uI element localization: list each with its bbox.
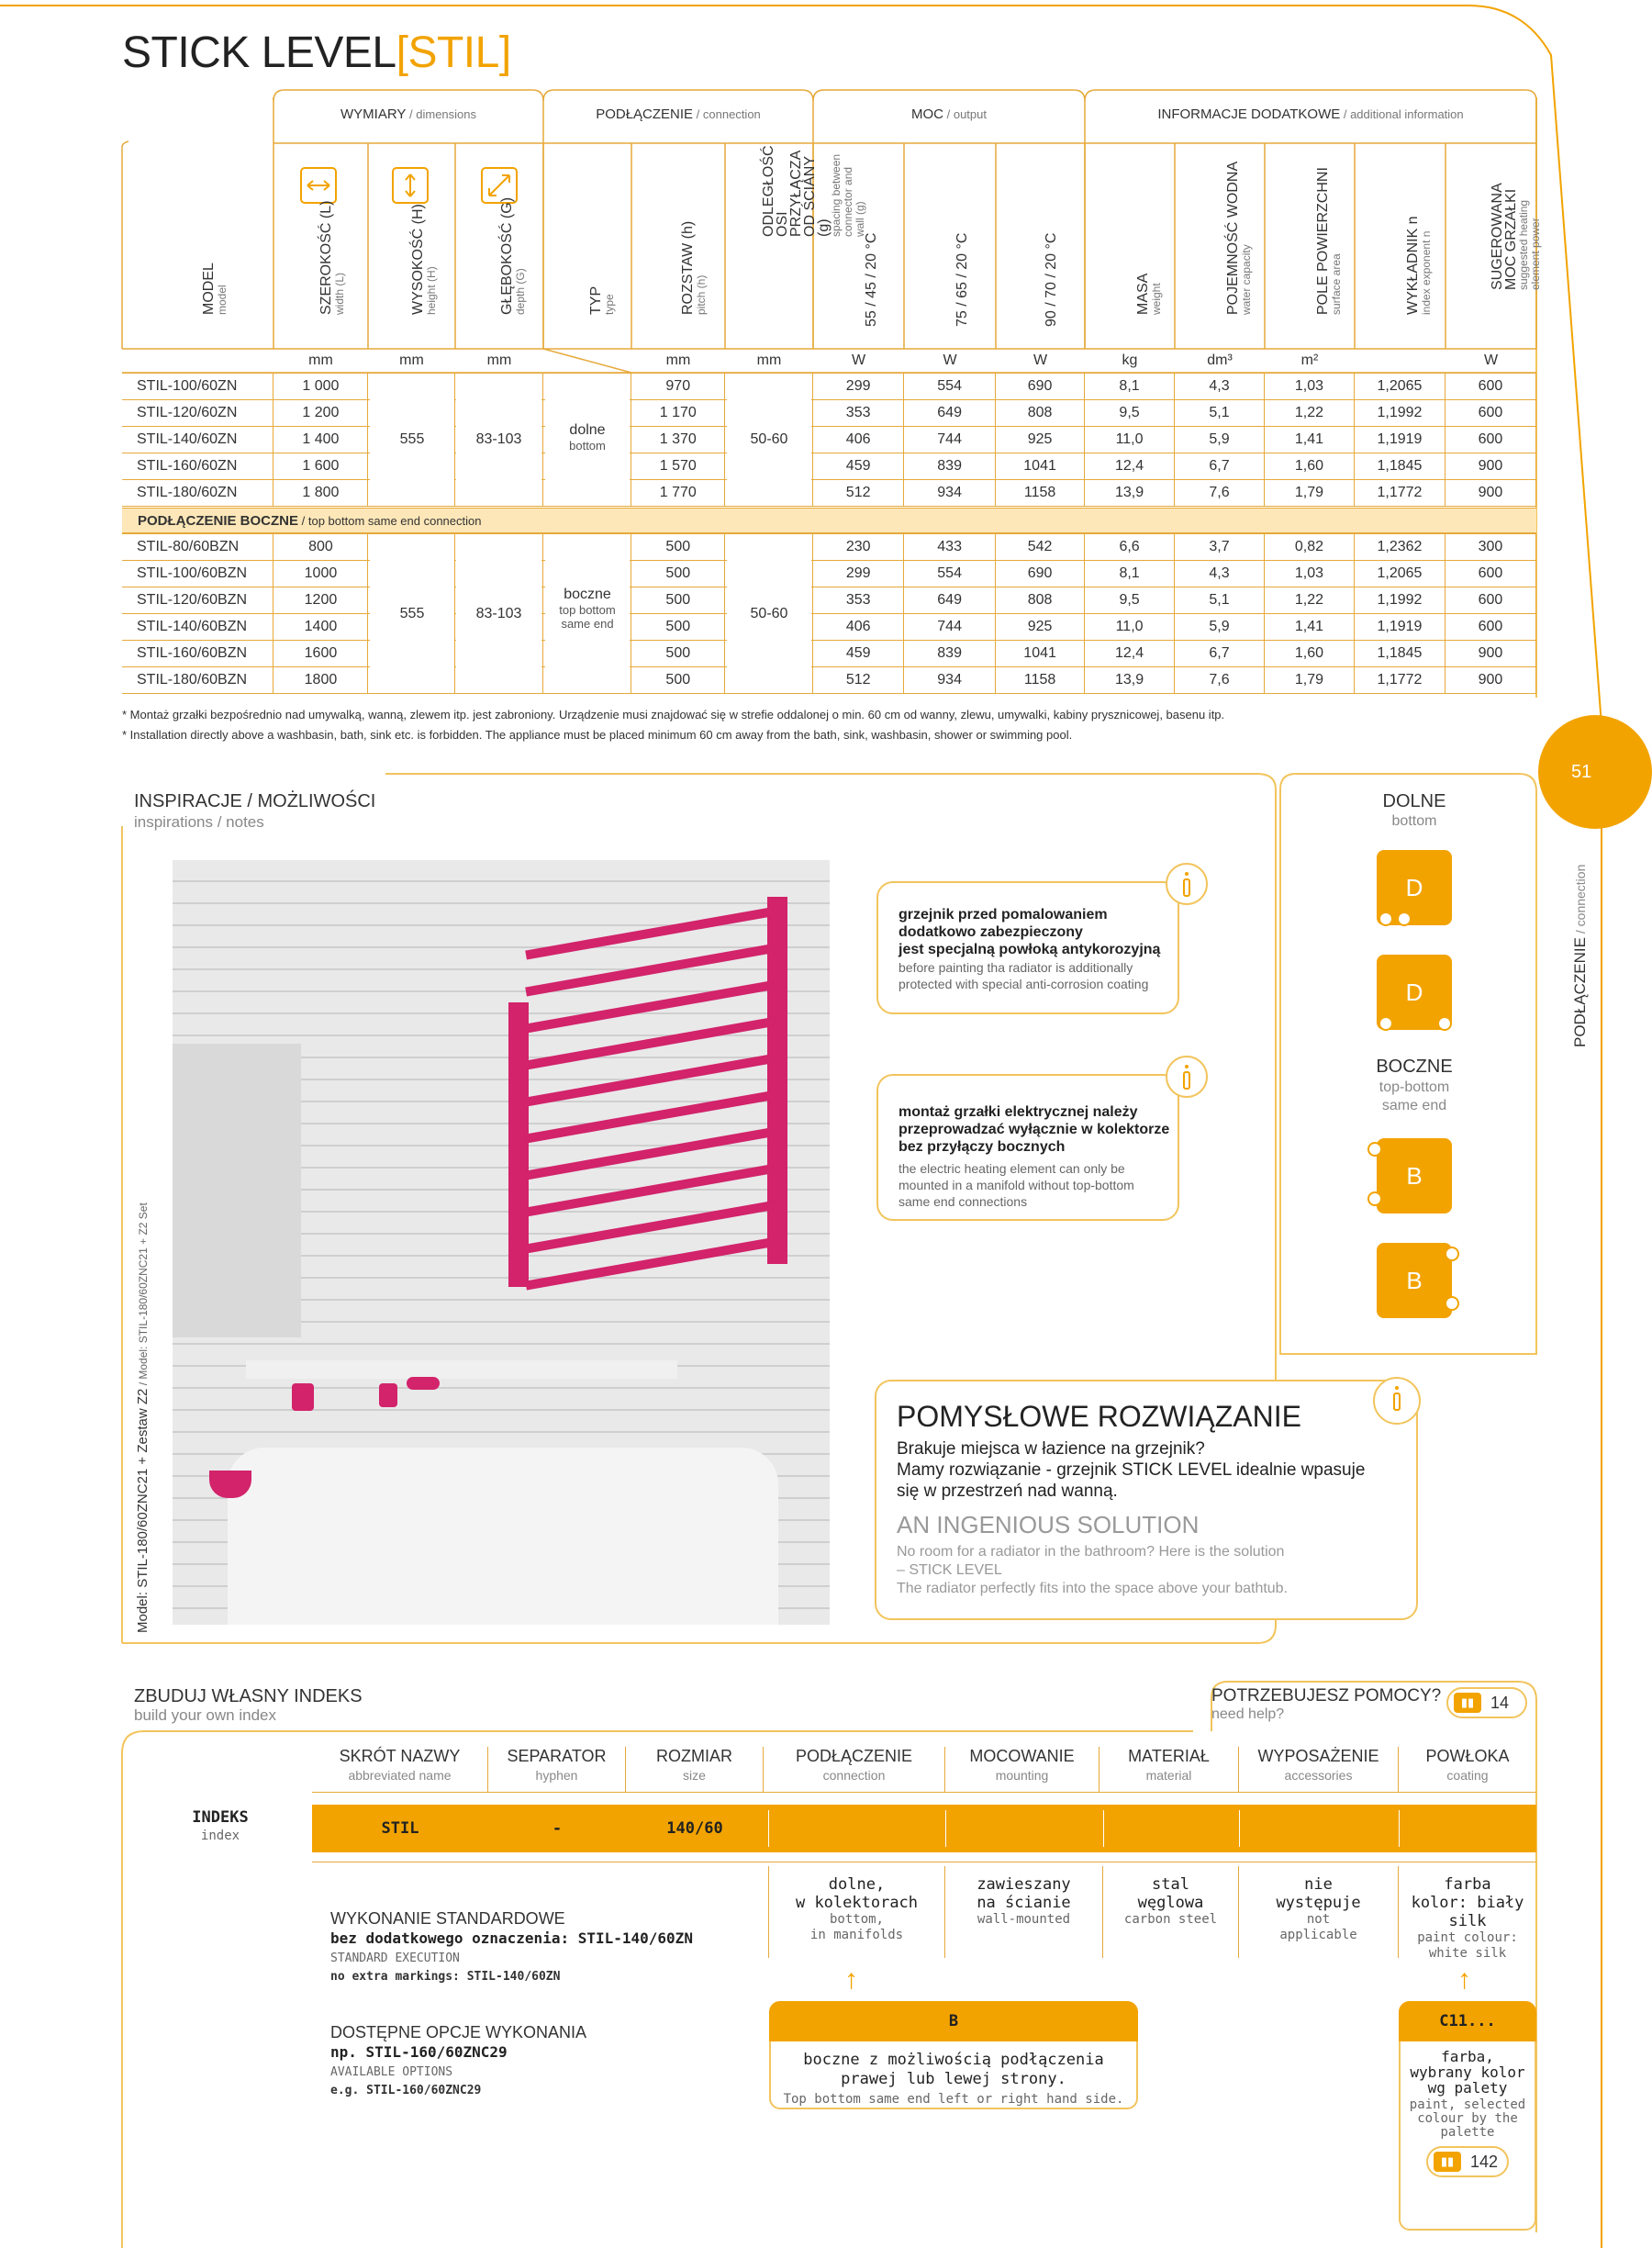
table-cell: 900 (1445, 453, 1535, 480)
table-cell: 11,0 (1085, 427, 1175, 453)
std-code-en: no extra markings: STIL-140/60ZN (330, 1970, 561, 1984)
table-cell: 1,1772 (1354, 667, 1445, 694)
table-cell: 1400 (273, 614, 368, 641)
table-cell: 1200 (273, 587, 368, 614)
table-cell: 1 600 (273, 453, 368, 480)
merged-type-b: boczne top bottom same end (545, 536, 630, 692)
insp-subtitle: inspirations / notes (134, 813, 264, 831)
table-cell: STIL-120/60ZN (122, 400, 273, 427)
table-cell: 839 (904, 453, 996, 480)
opt-material-default: stal węglowa carbon steel (1103, 1866, 1239, 1958)
spec-table-bottom (122, 373, 1536, 507)
page-number: 51 (1538, 715, 1652, 829)
opt-accessories-default: nie występuje not applicable (1239, 1866, 1399, 1958)
col-surface: POLE POWIERZCHNI surface area (1315, 167, 1343, 315)
table-cell: 1041 (996, 641, 1085, 667)
table-cell: 900 (1445, 667, 1535, 694)
option-c-text: farba, wybrany kolor wg palety (1410, 2048, 1525, 2097)
table-cell: 299 (813, 374, 904, 400)
ingenious-solution-box (875, 1380, 1418, 1620)
table-cell: 1,1919 (1354, 614, 1445, 641)
ix-head-material: MATERIAŁ material (1099, 1747, 1239, 1793)
index-title: ZBUDUJ WŁASNY INDEKS (134, 1686, 363, 1706)
std-title: WYKONANIE STANDARDOWE (330, 1909, 565, 1928)
merged-height-a: 555 (370, 375, 454, 504)
group-additional: INFORMACJE DODATKOWE / additional information (1157, 106, 1464, 122)
table-cell: 808 (996, 587, 1085, 614)
col-exponent: WYKŁADNIK n index exponent n (1405, 216, 1433, 315)
arrow-up-icon: ↑ (1457, 1964, 1471, 1995)
table-cell: 8,1 (1085, 374, 1175, 400)
opt-example-en: e.g. STIL-160/60ZNC29 (330, 2084, 482, 2097)
table-cell: 970 (631, 374, 725, 400)
conn-d-diagram: D (1377, 850, 1452, 925)
table-cell: 4,3 (1175, 374, 1265, 400)
table-cell: 500 (631, 561, 725, 587)
table-cell: STIL-180/60BZN (122, 667, 273, 694)
col-weight: MASA weight (1135, 273, 1163, 315)
help-title: POTRZEBUJESZ POMOCY? (1211, 1686, 1442, 1706)
col-spacing: ODLEGŁOŚĆ OSI PRZYŁĄCZA OD ŚCIANY (g) spacing between connector and wall (g) (761, 145, 866, 237)
index-divider (1399, 1810, 1400, 1847)
table-cell: 1 770 (631, 480, 725, 507)
table-cell: STIL-100/60ZN (122, 374, 273, 400)
table-cell: 1158 (996, 667, 1085, 694)
ix-head-mounting: MOCOWANIE mounting (945, 1747, 1099, 1793)
index-subtitle: build your own index (134, 1706, 276, 1724)
conn-side-sub: top-bottom same end (1379, 1079, 1450, 1113)
table-cell: 7,6 (1175, 667, 1265, 694)
conn-bottom-sub: bottom (1391, 813, 1437, 829)
merged-spacing-b: 50-60 (727, 536, 811, 692)
merged-depth-b: 83-103 (456, 536, 541, 692)
option-b-text: boczne z możliwością podłączenia prawej lub lewej strony. (803, 2051, 1104, 2088)
table-row (122, 480, 1536, 507)
col-output-75: 75 / 65 / 20 °C (954, 232, 970, 327)
table-cell: 1,03 (1265, 561, 1355, 587)
table-cell: STIL-120/60BZN (122, 587, 273, 614)
table-cell: 1,2065 (1354, 374, 1445, 400)
table-cell: 9,5 (1085, 400, 1175, 427)
merged-spacing-a: 50-60 (727, 375, 811, 504)
table-cell: 6,6 (1085, 534, 1175, 561)
table-cell: 500 (631, 667, 725, 694)
table-cell: 512 (813, 667, 904, 694)
index-divider (768, 1810, 769, 1847)
table-row (122, 374, 1536, 400)
unit-output-75: W (943, 352, 957, 368)
product-photo (173, 860, 830, 1625)
conn-port-icon (1437, 1016, 1452, 1031)
merged-height-b: 555 (370, 536, 454, 692)
arrow-up-icon: ↑ (844, 1964, 858, 1995)
table-cell: 3,7 (1175, 534, 1265, 561)
table-cell: 839 (904, 641, 996, 667)
table-cell: 1,1772 (1354, 480, 1445, 507)
opt-mounting-default: zawieszany na ścianie wall-mounted (945, 1866, 1103, 1958)
table-cell: 554 (904, 561, 996, 587)
table-cell: 1 570 (631, 453, 725, 480)
table-cell: 1 400 (273, 427, 368, 453)
table-cell: 406 (813, 614, 904, 641)
table-row (122, 614, 1536, 641)
conn-b-diagram: B (1377, 1243, 1452, 1318)
opt-coating-default: farba kolor: biały silk paint colour: white silk (1411, 1875, 1524, 1961)
table-cell: 9,5 (1085, 587, 1175, 614)
index-label-sub: index (200, 1829, 240, 1843)
palette-page-link[interactable]: ▮▮ 142 (1426, 2146, 1509, 2177)
table-cell: 7,6 (1175, 480, 1265, 507)
table-cell: 1,1992 (1354, 400, 1445, 427)
table-cell: 1 170 (631, 400, 725, 427)
unit-height: mm (399, 352, 424, 368)
conn-port-icon (1367, 1142, 1382, 1157)
std-title-en: STANDARD EXECUTION (330, 1952, 460, 1965)
table-cell: 925 (996, 614, 1085, 641)
unit-width: mm (308, 352, 333, 368)
table-cell: 600 (1445, 614, 1535, 641)
page-title: STICK LEVEL[STIL] (122, 28, 511, 77)
table-cell: 1158 (996, 480, 1085, 507)
option-b-text-en: Top bottom same end left or right hand side. (783, 2092, 1124, 2107)
col-width: SZEROKOŚĆ (L) width (L) (318, 200, 346, 315)
table-cell: 230 (813, 534, 904, 561)
info-icon (1373, 1377, 1421, 1425)
table-cell: STIL-140/60ZN (122, 427, 273, 453)
spec-table-side (122, 533, 1536, 694)
table-row (122, 561, 1536, 587)
table-cell: 5,9 (1175, 427, 1265, 453)
table-cell: 1600 (273, 641, 368, 667)
merged-depth-a: 83-103 (456, 375, 541, 504)
insp-title: INSPIRACJE / MOŻLIWOŚCI (134, 791, 376, 811)
info-icon (1166, 1056, 1208, 1098)
table-cell: 1,1845 (1354, 641, 1445, 667)
unit-depth: mm (486, 352, 512, 368)
table-row (122, 453, 1536, 480)
table-cell: 353 (813, 400, 904, 427)
table-cell: 1 800 (273, 480, 368, 507)
table-cell: 1,22 (1265, 587, 1355, 614)
unit-weight: kg (1122, 352, 1138, 368)
conn-port-icon (1445, 1247, 1459, 1261)
col-output-90: 90 / 70 / 20 °C (1044, 232, 1059, 327)
footnote-pl: * Montaż grzałki bezpośrednio nad umywalką, wanną, zlewem itp. jest zabroniony. Urządzenie musi znajdować się w strefie oddalonej o min. 60 cm od wanny, zlewu, umywalki, kabiny prysznicowej, basenu itp. (122, 708, 1225, 721)
table-cell: 1,41 (1265, 614, 1355, 641)
table-cell: 500 (631, 641, 725, 667)
index-divider (1239, 1810, 1240, 1847)
table-cell: 600 (1445, 374, 1535, 400)
table-cell: 299 (813, 561, 904, 587)
table-cell: STIL-160/60BZN (122, 641, 273, 667)
table-cell: 1,2362 (1354, 534, 1445, 561)
table-cell: 934 (904, 667, 996, 694)
index-label: INDEKS (192, 1808, 249, 1827)
conn-port-icon (1379, 912, 1393, 926)
opt-title-en: AVAILABLE OPTIONS (330, 2065, 453, 2079)
table-cell: 900 (1445, 480, 1535, 507)
table-cell: 6,7 (1175, 641, 1265, 667)
table-cell: 459 (813, 453, 904, 480)
table-cell: 5,9 (1175, 614, 1265, 641)
index-divider (945, 1810, 946, 1847)
ix-head-coating: POWŁOKA coating (1425, 1747, 1510, 1783)
table-cell: 690 (996, 561, 1085, 587)
unit-output-55: W (851, 352, 866, 368)
conn-d-diagram: D (1377, 955, 1452, 1030)
table-cell: 744 (904, 427, 996, 453)
table-cell: STIL-100/60BZN (122, 561, 273, 587)
table-cell: 554 (904, 374, 996, 400)
conn-side-title: BOCZNE (1376, 1057, 1453, 1077)
index-divider (1103, 1810, 1104, 1847)
table-cell: STIL-140/60BZN (122, 614, 273, 641)
table-cell: 353 (813, 587, 904, 614)
table-cell: 600 (1445, 427, 1535, 453)
help-subtitle: need help? (1211, 1706, 1285, 1722)
table-cell: 808 (996, 400, 1085, 427)
note-anticorrosion: grzejnik przed pomalowaniem dodatkowo zabezpieczony jest specjalną powłoką antykorozyjną before painting tha radiator is additionally protected with special anti-corrosion coating (876, 881, 1179, 1014)
table-cell: 4,3 (1175, 561, 1265, 587)
table-cell: 1,60 (1264, 453, 1354, 480)
conn-port-icon (1445, 1296, 1459, 1311)
col-output-55: 55 / 45 / 20 °C (864, 232, 879, 327)
table-cell: 1,2065 (1354, 561, 1445, 587)
table-cell: 1000 (273, 561, 368, 587)
ingenious-text-en: No room for a radiator in the bathroom? Here is the solution – STICK LEVEL The radiator perfectly fits into the space above your bathtub. (897, 1544, 1289, 1596)
table-cell: 542 (996, 534, 1085, 561)
table-cell: 6,7 (1175, 453, 1265, 480)
table-cell: 300 (1445, 534, 1535, 561)
col-heater-power: SUGEROWANA MOC GRZAŁKI suggested heating element power (1490, 183, 1542, 290)
book-icon: ▮▮ (1454, 1693, 1481, 1713)
conn-b-diagram: B (1377, 1138, 1452, 1213)
table-cell: 1800 (273, 667, 368, 694)
table-cell: 900 (1445, 641, 1535, 667)
group-connection: PODŁĄCZENIE / connection (596, 106, 761, 122)
col-depth: GŁĘBOKOŚĆ (G) depth (G) (499, 196, 527, 315)
ix-head-connection: PODŁĄCZENIE connection (764, 1747, 945, 1793)
table-row (122, 667, 1536, 694)
table-cell: 1,79 (1265, 667, 1355, 694)
table-cell: 690 (996, 374, 1085, 400)
table-cell: 600 (1445, 561, 1535, 587)
index-value-name: STIL (381, 1819, 419, 1838)
table-cell: 649 (904, 587, 996, 614)
table-cell: 8,1 (1085, 561, 1175, 587)
group-output: MOC / output (911, 106, 987, 122)
conn-port-icon (1397, 912, 1412, 926)
index-value-size: 140/60 (666, 1819, 723, 1838)
info-icon (1166, 863, 1208, 905)
table-cell: 500 (631, 587, 725, 614)
table-cell: 433 (904, 534, 996, 561)
col-type: TYP type (588, 285, 616, 315)
std-code: bez dodatkowego oznaczenia: STIL-140/60ZN (330, 1929, 693, 1947)
unit-spacing: mm (756, 352, 782, 368)
table-cell: 13,9 (1085, 667, 1175, 694)
table-cell: 1,79 (1264, 480, 1354, 507)
table-cell: 459 (813, 641, 904, 667)
table-cell: 744 (904, 614, 996, 641)
ix-head-separator: SEPARATOR hyphen (488, 1747, 626, 1793)
table-cell: 800 (273, 534, 368, 561)
help-page-link[interactable]: ▮▮ 14 (1446, 1687, 1527, 1718)
table-cell: 5,1 (1175, 400, 1265, 427)
col-height: WYSOKOŚĆ (H) height (H) (410, 204, 438, 315)
unit-pitch: mm (665, 352, 691, 368)
table-cell: 1,1845 (1354, 453, 1445, 480)
table-row (122, 400, 1536, 427)
table-cell: 1 000 (273, 374, 368, 400)
table-cell: STIL-160/60ZN (122, 453, 273, 480)
conn-bottom-title: DOLNE (1382, 791, 1446, 811)
table-cell: 0,82 (1265, 534, 1355, 561)
col-water-capacity: POJEMNOŚĆ WODNA water capacity (1225, 161, 1253, 315)
note-heating-element: montaż grzałki elektrycznej należy przeprowadzać wyłącznie w kolektorze bez przyłączy bocznych the electric heating element can only be mounted in a manifold without top-bottom same end connections (876, 1074, 1179, 1221)
ix-head-size: ROZMIAR size (626, 1747, 764, 1793)
table-row (122, 641, 1536, 667)
table-cell: 600 (1445, 587, 1535, 614)
option-c-text-en: paint, selected colour by the palette (1409, 2097, 1526, 2140)
table-cell: 1 370 (631, 427, 725, 453)
unit-output-90: W (1032, 352, 1048, 368)
conn-port-icon (1367, 1191, 1382, 1206)
table-row (122, 587, 1536, 614)
table-cell: STIL-180/60ZN (122, 480, 273, 507)
table-cell: 406 (813, 427, 904, 453)
table-cell: 1 200 (273, 400, 368, 427)
table-cell: 649 (904, 400, 996, 427)
ingenious-title-pl: POMYSŁOWE ROZWIĄZANIE (897, 1400, 1301, 1433)
photo-caption: Model: STIL-180/60ZNC21 + Zestaw Z2 / Model: STIL-180/60ZNC21 + Z2 Set (135, 1202, 151, 1633)
index-value-separator: - (552, 1819, 563, 1838)
opt-connection-default: dolne, w kolektorach bottom, in manifolds (768, 1866, 945, 1958)
ix-head-accessories: WYPOSAŻENIE accessories (1239, 1747, 1399, 1793)
table-cell: 1,1992 (1354, 587, 1445, 614)
table-cell: 500 (631, 534, 725, 561)
table-cell: 1,60 (1265, 641, 1355, 667)
unit-water: dm³ (1207, 352, 1233, 368)
group-dimensions: WYMIARY / dimensions (340, 106, 476, 122)
option-c-code: C11... (1399, 2001, 1536, 2041)
table-cell: 1,03 (1264, 374, 1354, 400)
table-cell: 925 (996, 427, 1085, 453)
unit-heater: W (1483, 352, 1499, 368)
ingenious-text-pl: Brakuje miejsca w łazience na grzejnik? Mamy rozwiązanie - grzejnik STICK LEVEL idealnie wpasuje się w przestrzeń nad wanną. (897, 1439, 1366, 1501)
unit-surface: m² (1300, 352, 1319, 368)
option-b-code: B (769, 2001, 1138, 2041)
table-cell: 5,1 (1175, 587, 1265, 614)
col-pitch: ROZSTAW (h) pitch (h) (680, 220, 708, 315)
table-row (122, 427, 1536, 453)
table-cell: 1,41 (1264, 427, 1354, 453)
ingenious-title-en: AN INGENIOUS SOLUTION (897, 1511, 1200, 1538)
table-cell: 13,9 (1085, 480, 1175, 507)
table-cell: 500 (631, 614, 725, 641)
connection-vertical-label: PODŁĄCZENIE / connection (1571, 864, 1589, 1047)
table-row (122, 534, 1536, 561)
table-cell: 1,1919 (1354, 427, 1445, 453)
table-cell: 11,0 (1085, 614, 1175, 641)
table-cell: 934 (904, 480, 996, 507)
merged-type-a: dolne bottom (545, 375, 630, 504)
footnote-en: * Installation directly above a washbasin, bath, sink etc. is forbidden. The appliance must be placed minimum 60 cm away from the bath, sink, washbasin, shower or swimming pool. (122, 728, 1073, 742)
ix-head-name: SKRÓT NAZWY abbreviated name (312, 1747, 488, 1793)
table-cell: 12,4 (1085, 453, 1175, 480)
table-cell: STIL-80/60BZN (122, 534, 273, 561)
opt-title: DOSTĘPNE OPCJE WYKONANIA (330, 2023, 587, 2041)
col-model: MODEL model (201, 263, 229, 315)
table-cell: 512 (813, 480, 904, 507)
table-cell: 12,4 (1085, 641, 1175, 667)
table-cell: 1041 (996, 453, 1085, 480)
table-cell: 1,22 (1264, 400, 1354, 427)
conn-port-icon (1379, 1016, 1393, 1031)
book-icon: ▮▮ (1434, 2152, 1461, 2172)
opt-example: np. STIL-160/60ZNC29 (330, 2043, 508, 2061)
side-connection-band: PODŁĄCZENIE BOCZNE / top bottom same end connection (122, 508, 1536, 533)
table-cell: 600 (1445, 400, 1535, 427)
